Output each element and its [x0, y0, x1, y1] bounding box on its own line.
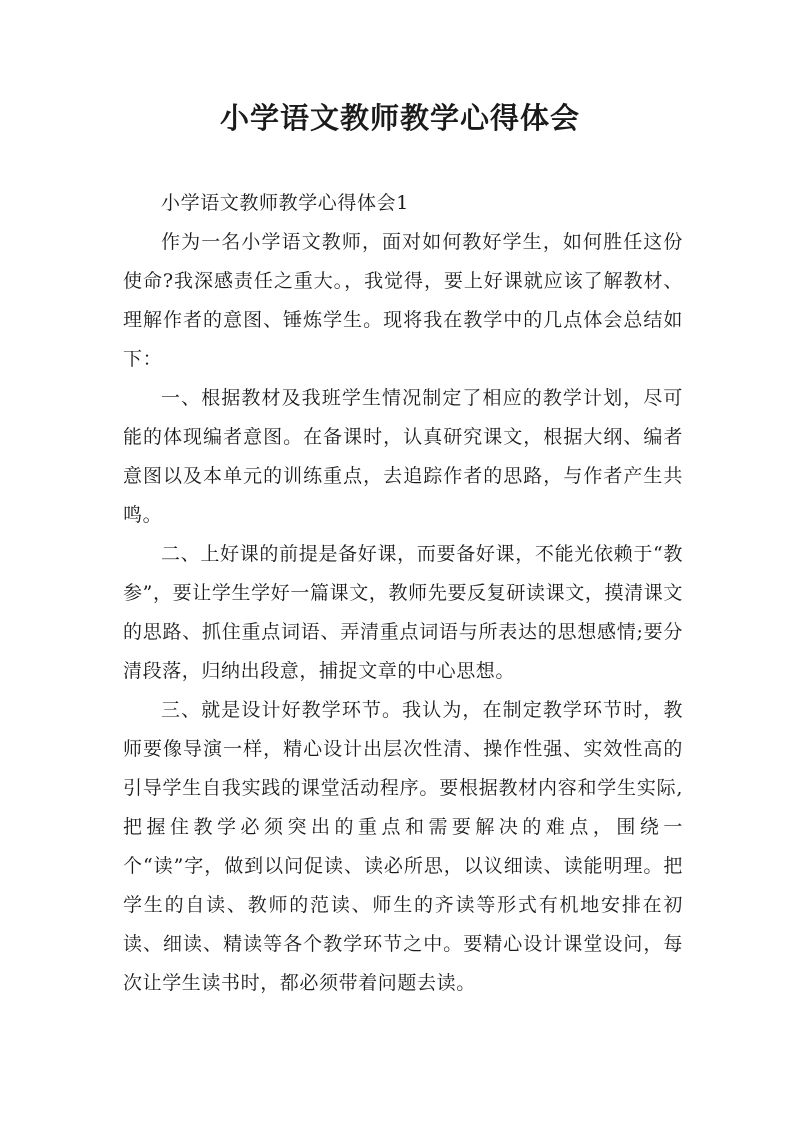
paragraph-point-1: 一、根据教材及我班学生情况制定了相应的教学计划，尽可能的体现编者意图。在备课时，认真研究课文，根据大纲、编者意图以及本单元的训练重点，去追踪作者的思路，与作者产生共鸣。	[123, 387, 683, 526]
paragraph-point-3: 三、就是设计好教学环节。我认为，在制定教学环节时，教师要像导演一样，精心设计出层次性清、操作性强、实效性高的引导学生自我实践的课堂活动程序。要根据教材内容和学生实际,把握住教学必须突出的重点和需要解决的难点，围绕一个“读”字，做到以问促读、读必所思，以议细读、读能明理。把学生的自读、教师的范读、师生的齐读等形式有机地安排在初读、细读、精读等各个教学环节之中。要精心设计课堂设问，每次让学生读书时，都必须带着问题去读。	[123, 699, 683, 994]
document-body	[123, 184, 683, 1003]
document-title: 小学语文教师教学心得体会	[219, 101, 580, 135]
section-heading: 小学语文教师教学心得体会1	[161, 192, 409, 214]
paragraph-intro: 作为一名小学语文教师，面对如何教好学生，如何胜任这份使命?我深感责任之重大。，我觉得，要上好课就应该了解教材、理解作者的意图、锤炼学生。现将我在教学中的几点体会总结如下：	[123, 231, 683, 370]
paragraph-point-2: 二、上好课的前提是备好课，而要备好课，不能光依赖于“教参”，要让学生学好一篇课文，教师先要反复研读课文，摸清课文的思路、抓住重点词语、弄清重点词语与所表达的思想感情;要分清段落，归纳出段意，捕捉文章的中心思想。	[123, 543, 683, 682]
